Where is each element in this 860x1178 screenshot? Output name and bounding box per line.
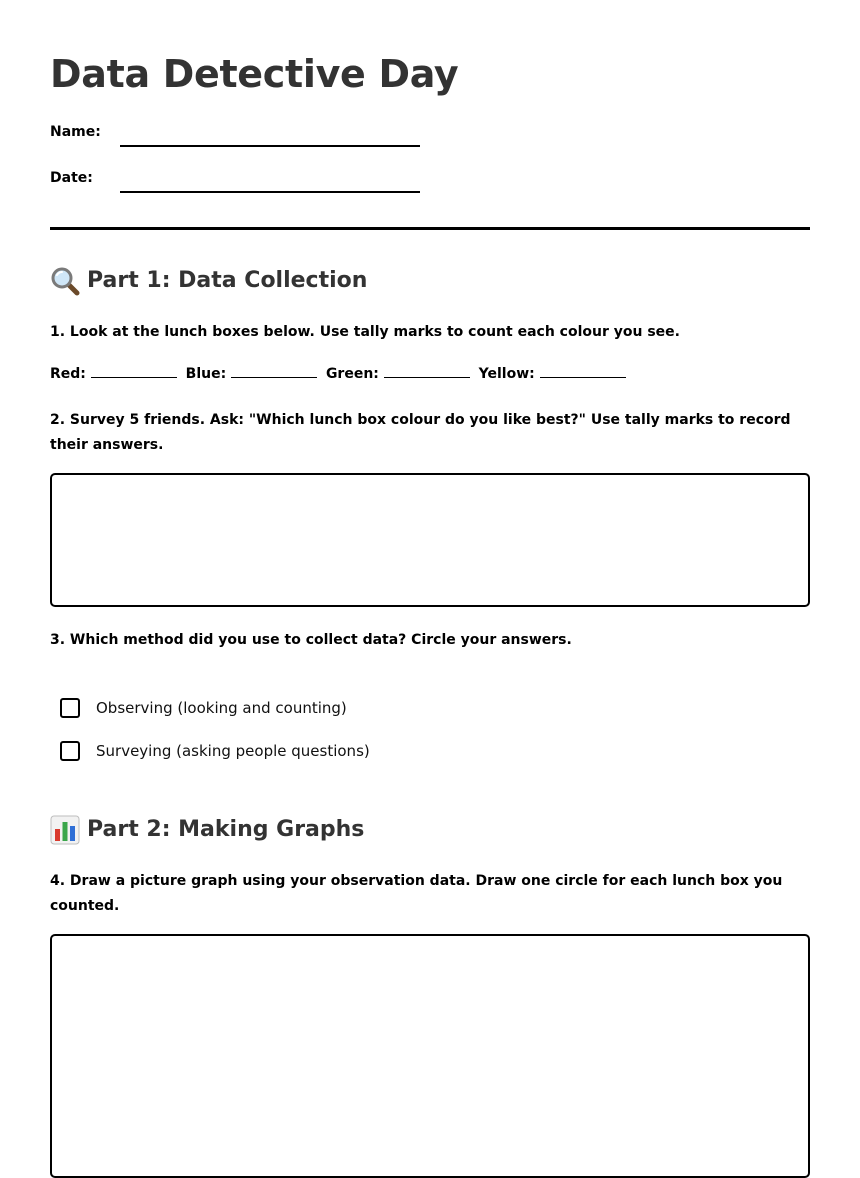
date-field-row <box>50 168 470 198</box>
name-field[interactable] <box>120 145 420 147</box>
observing-checkbox[interactable] <box>60 698 80 718</box>
header-divider <box>50 227 810 230</box>
name-field-row <box>50 122 470 152</box>
name-label: Name: <box>50 124 101 140</box>
tally-blank-yellow[interactable] <box>540 363 626 378</box>
date-field[interactable] <box>120 191 420 193</box>
tally-blank-green[interactable] <box>384 363 470 378</box>
part2-heading-text: Part 2: Making Graphs <box>87 817 365 842</box>
question-3: 3. Which method did you use to collect data? Circle your answers. <box>50 632 572 648</box>
tally-label-red: Red: <box>50 366 86 382</box>
question-4: 4. Draw a picture graph using your observation data. Draw one circle for each lunch box you counted. <box>50 873 783 914</box>
tally-label-yellow: Yellow: <box>478 366 535 382</box>
question-1: 1. Look at the lunch boxes below. Use tally marks to count each colour you see. <box>50 324 680 340</box>
tally-label-green: Green: <box>325 366 379 382</box>
option-surveying <box>60 739 370 763</box>
magnifying-glass-icon <box>50 266 80 296</box>
page-title: Data Detective Day <box>50 52 459 96</box>
surveying-checkbox[interactable] <box>60 741 80 761</box>
picture-graph-box[interactable] <box>50 934 810 1178</box>
question-2: 2. Survey 5 friends. Ask: "Which lunch box colour do you like best?" Use tally marks to record their answers. <box>50 412 791 453</box>
survey-answer-box[interactable] <box>50 473 810 607</box>
part1-heading-text: Part 1: Data Collection <box>87 268 368 293</box>
part2-heading <box>50 815 364 845</box>
observing-label: Observing (looking and counting) <box>96 699 347 717</box>
tally-row <box>50 363 630 385</box>
surveying-label: Surveying (asking people questions) <box>96 742 370 760</box>
date-label: Date: <box>50 170 93 186</box>
option-observing <box>60 696 347 720</box>
tally-blank-blue[interactable] <box>231 363 317 378</box>
tally-blank-red[interactable] <box>91 363 177 378</box>
bar-chart-icon <box>50 815 80 845</box>
tally-label-blue: Blue: <box>185 366 227 382</box>
part1-heading <box>50 266 367 296</box>
